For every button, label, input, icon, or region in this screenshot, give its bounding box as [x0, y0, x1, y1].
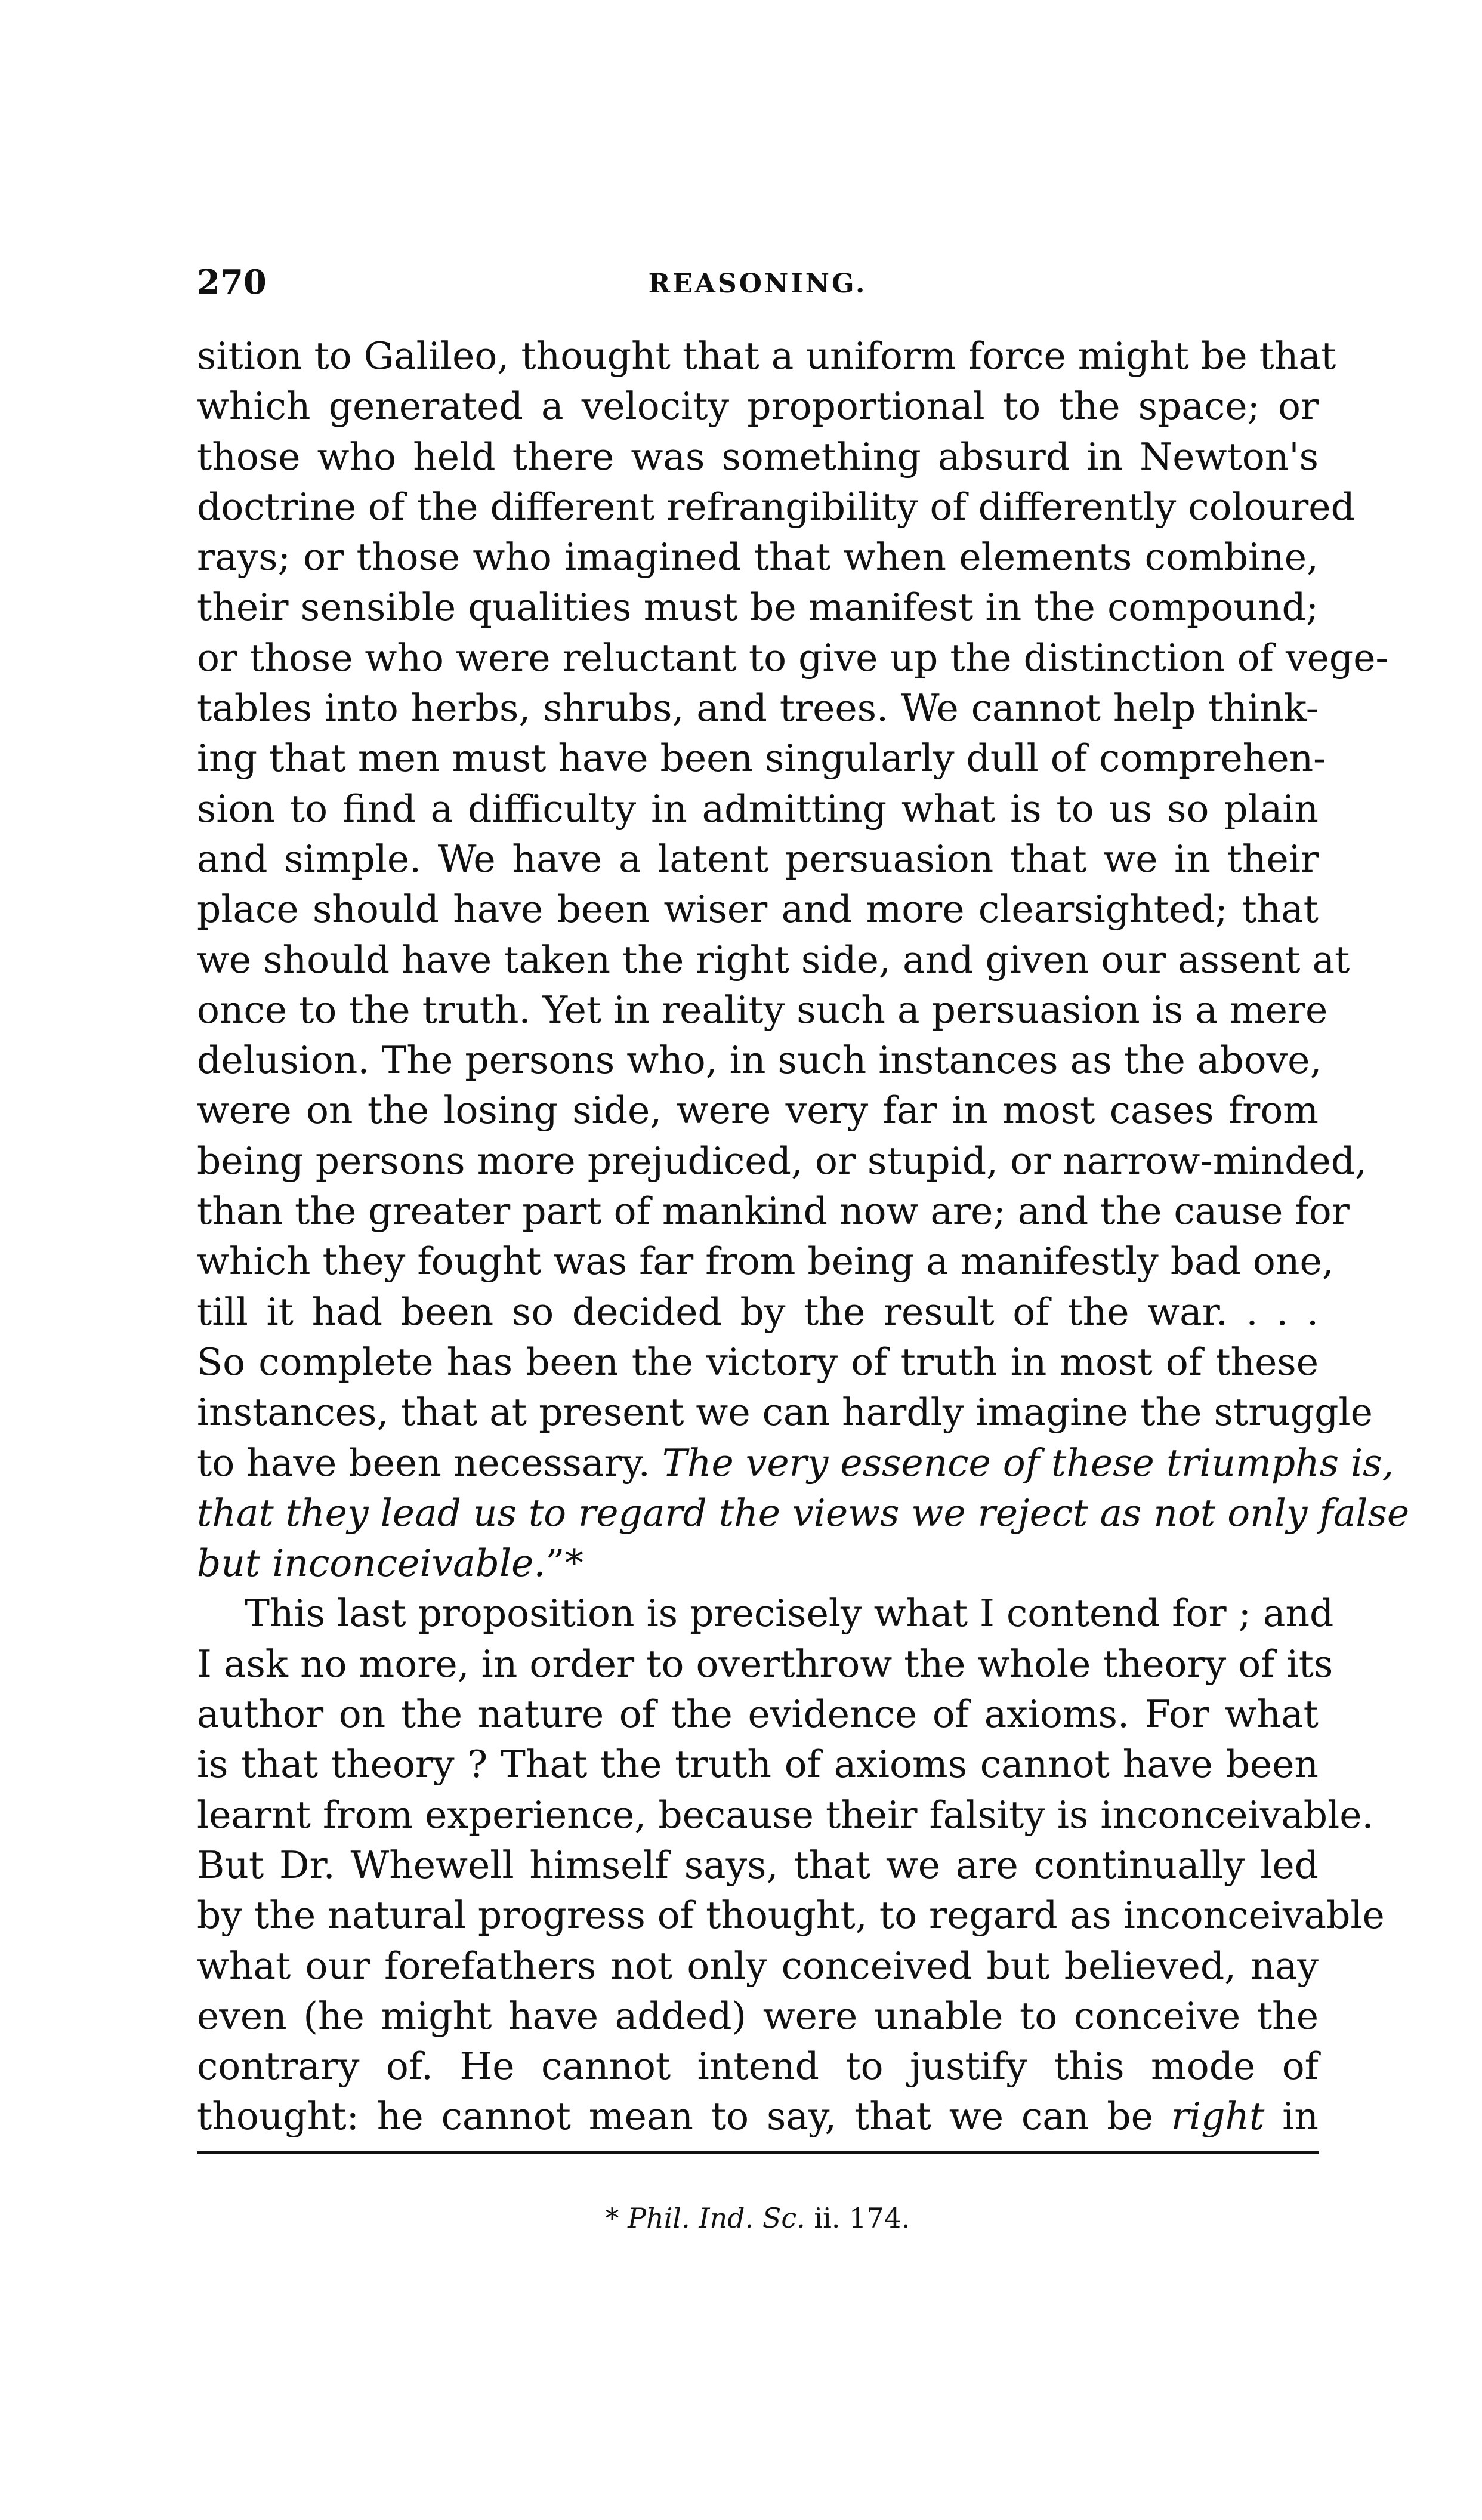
text-line: doctrine of the different refrangibility of differently coloured: [197, 485, 1355, 529]
footnote-marker: *: [605, 2202, 619, 2234]
footnote: [197, 2202, 1319, 2234]
page-number: 270: [197, 263, 267, 302]
text-line: is that theory ? That the truth of axioms cannot have been: [197, 1742, 1319, 1787]
text-italic: that they lead us to regard the views we reject as not only false: [197, 1491, 1410, 1535]
text-line: [197, 1488, 1410, 1538]
text-line: [197, 1538, 1319, 1589]
text-line: by the natural progress of thought, to regard as inconceivable: [197, 1893, 1385, 1938]
text-line: being persons more prejudiced, or stupid, or narrow-minded,: [197, 1139, 1367, 1183]
text-line: those who held there was something absurd in Newton's: [197, 434, 1319, 479]
text-line: sition to Galileo, thought that a uniform force might be that: [197, 334, 1336, 378]
footnote-reference: ”*: [545, 1541, 584, 1586]
text-line: even (he might have added) were unable to conceive the: [197, 1994, 1319, 2038]
text-line: rays; or those who imagined that when elements combine,: [197, 535, 1319, 579]
text-line: what our forefathers not only conceived but believed, nay: [197, 1944, 1319, 1988]
text-line: This last proposition is precisely what I contend for ; and: [245, 1591, 1334, 1636]
text-line: which generated a velocity proportional to the space; or: [197, 384, 1319, 428]
text-line: which they fought was far from being a manifestly bad one,: [197, 1239, 1334, 1284]
body-text: [197, 331, 1410, 2142]
text-line: and simple. We have a latent persuasion that we in their: [197, 837, 1319, 881]
text-line: So complete has been the victory of truth in most of these: [197, 1340, 1319, 1384]
text-line: I ask no more, in order to overthrow the whole theory of its: [197, 1642, 1333, 1686]
text-line: till it had been so decided by the result of the war. . . .: [197, 1290, 1319, 1334]
text-roman: to have been necessary.: [197, 1441, 650, 1485]
text-line: sion to find a difficulty in admitting what is to us so plain: [197, 786, 1319, 831]
text-line: once to the truth. Yet in reality such a persuasion is a mere: [197, 988, 1328, 1032]
footnote-divider: [197, 2151, 1319, 2154]
footnote-volume-page: ii. 174.: [814, 2202, 910, 2234]
text-italic: The very essence of these triumphs is,: [662, 1441, 1394, 1485]
text-line: place should have been wiser and more clearsighted; that: [197, 887, 1319, 931]
text-line: or those who were reluctant to give up the distinction of vege-: [197, 636, 1388, 680]
text-line: author on the nature of the evidence of axioms. For what: [197, 1692, 1319, 1736]
text-roman: in: [1282, 2095, 1319, 2139]
text-line: delusion. The persons who, in such instances as the above,: [197, 1038, 1322, 1082]
text-italic: but inconceivable.: [197, 1541, 546, 1586]
text-line: we should have taken the right side, and given our assent at: [197, 937, 1350, 982]
text-italic: right: [1171, 2095, 1265, 2139]
text-line: were on the losing side, were very far in most cases from: [197, 1088, 1319, 1133]
text-line: ing that men must have been singularly dull of comprehen-: [197, 736, 1326, 781]
text-line: [197, 2092, 1319, 2142]
running-title: REASONING.: [648, 269, 867, 299]
text-line: their sensible qualities must be manifest in the compound;: [197, 585, 1319, 630]
footnote-citation: Phil. Ind. Sc.: [628, 2202, 805, 2234]
text-line: learnt from experience, because their falsity is inconceivable.: [197, 1793, 1374, 1837]
text-line: tables into herbs, shrubs, and trees. We cannot help think-: [197, 686, 1319, 730]
text-line: [197, 1438, 1394, 1488]
text-line: than the greater part of mankind now are; and the cause for: [197, 1189, 1350, 1233]
text-line: contrary of. He cannot intend to justify this mode of: [197, 2044, 1319, 2089]
text-line: But Dr. Whewell himself says, that we are continually led: [197, 1843, 1319, 1887]
text-roman: thought: he cannot mean to say, that we can be: [197, 2095, 1153, 2139]
text-line: instances, that at present we can hardly imagine the struggle: [197, 1390, 1373, 1435]
page-header: [197, 263, 1319, 310]
